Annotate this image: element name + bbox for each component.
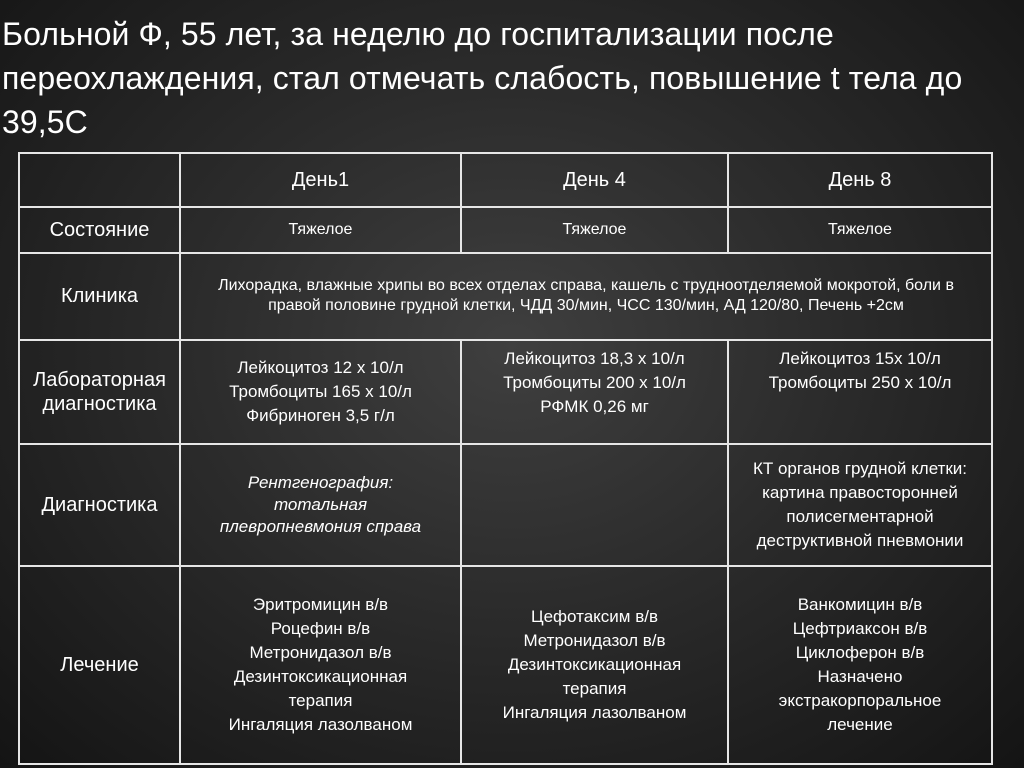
table-row-diagnostics: [19, 444, 992, 566]
table-row-state: [19, 207, 992, 253]
header-row: [19, 153, 992, 207]
state-day4: Тяжелое: [461, 207, 728, 253]
treatment-day4: Цефотаксим в/в Метронидазол в/в Дезинтоксикационная терапия Ингаляция лазолваном: [461, 566, 728, 764]
row-label-lab: Лабораторная диагностика: [19, 340, 180, 444]
column-header-day8: День 8: [728, 153, 992, 207]
lab-day4: Лейкоцитоз 18,3 х 10/л Тромбоциты 200 х 10/л РФМК 0,26 мг: [461, 340, 728, 444]
clinic-description: Лихорадка, влажные хрипы во всех отделах справа, кашель с трудноотделяемой мокротой, боли в правой половине грудной клетки, ЧДД 30/мин, ЧСС 130/мин, АД 120/80, Печень +2см: [180, 253, 992, 339]
row-label-clinic: Клиника: [19, 253, 180, 339]
slide-title: Больной Ф, 55 лет, за неделю до госпитализации после переохлаждения, стал отмечать слабость, повышение t тела до 39,5С: [2, 16, 963, 140]
diagnostics-day1: Рентгенография: тотальная плевропневмония справа: [180, 444, 461, 566]
table-row-treatment: [19, 566, 992, 764]
corner-cell: [19, 153, 180, 207]
row-label-state: Состояние: [19, 207, 180, 253]
state-day8: Тяжелое: [728, 207, 992, 253]
table-row-clinic: [19, 253, 992, 339]
state-day1: Тяжелое: [180, 207, 461, 253]
row-label-treatment: Лечение: [19, 566, 180, 764]
row-label-diagnostics: Диагностика: [19, 444, 180, 566]
treatment-day8: Ванкомицин в/в Цефтриаксон в/в Циклоферон в/в Назначено экстракорпоральное лечение: [728, 566, 992, 764]
diagnostics-day4: [461, 444, 728, 566]
treatment-day1: Эритромицин в/в Роцефин в/в Метронидазол в/в Дезинтоксикационная терапия Ингаляция лазолваном: [180, 566, 461, 764]
diagnostics-day8: КТ органов грудной клетки: картина правосторонней полисегментарной деструктивной пневмонии: [728, 444, 992, 566]
lab-day8: Лейкоцитоз 15х 10/л Тромбоциты 250 х 10/л: [728, 340, 992, 444]
column-header-day1: День1: [180, 153, 461, 207]
lab-day1: Лейкоцитоз 12 х 10/л Тромбоциты 165 х 10/л Фибриноген 3,5 г/л: [180, 340, 461, 444]
column-header-day4: День 4: [461, 153, 728, 207]
table-row-lab: [19, 340, 992, 444]
case-table: [18, 152, 993, 765]
